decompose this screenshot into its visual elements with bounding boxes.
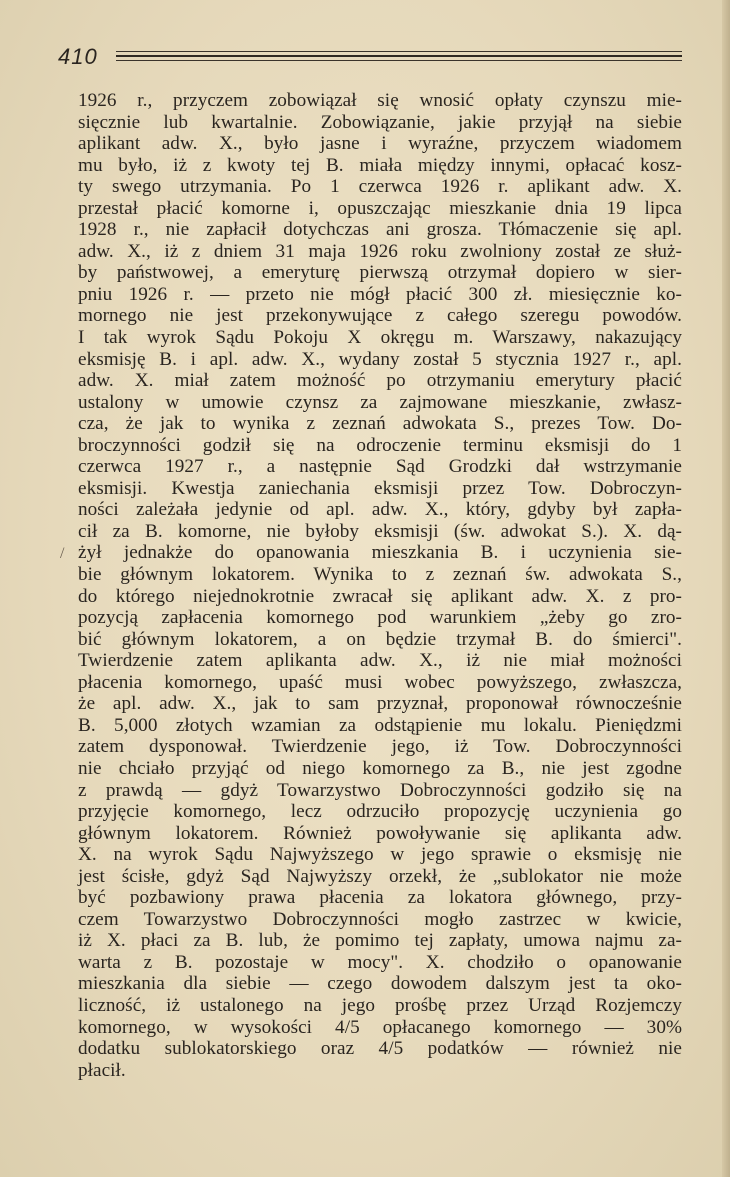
header-rule-bottom bbox=[116, 60, 682, 61]
text-line: głównym lokatorem. Również powoływanie się aplikanta adw. bbox=[78, 822, 682, 844]
text-line: przestał płacić komorne i, opuszczając mieszkanie dnia 19 lipca bbox=[78, 197, 682, 219]
text-line: być pozbawiony prawa płacenia za lokatora głównego, przy- bbox=[78, 887, 682, 909]
text-line: eksmisję B. i apl. adw. X., wydany został 5 stycznia 1927 r., apl. bbox=[78, 348, 682, 370]
text-line: bić głównym lokatorem, a on będzie trzymał B. do śmierci". bbox=[78, 628, 682, 650]
header-rule-middle bbox=[116, 55, 682, 57]
text-line: płacił. bbox=[78, 1059, 126, 1081]
text-line: X. na wyrok Sądu Najwyższego w jego sprawie o eksmisję nie bbox=[78, 844, 682, 866]
text-line: bie głównym lokatorem. Wynika to z zeznań św. adwokata S., bbox=[78, 564, 682, 586]
text-line: nie chciało przyjąć od niego komornego za B., nie jest zgodne bbox=[78, 757, 682, 779]
text-line: komornego, w wysokości 4/5 opłacanego komornego — 30% bbox=[78, 1016, 682, 1038]
text-line: ności zależała jedynie od apl. adw. X., który, gdyby był zapła- bbox=[78, 499, 682, 521]
text-line: broczynności godził się na odroczenie terminu eksmisji do 1 bbox=[78, 434, 682, 456]
text-line: 1926 r., przyczem zobowiązał się wnosić opłaty czynszu mie- bbox=[78, 90, 682, 111]
text-line: że apl. adw. X., jak to sam przyznał, proponował równocześnie bbox=[78, 693, 682, 715]
text-line: mieszkania dla siebie — czego dowodem dalszym jest ta oko- bbox=[78, 973, 682, 995]
text-line: zatem dysponował. Twierdzenie jego, iż Tow. Dobroczynności bbox=[78, 736, 682, 758]
text-line: przyjęcie komornego, lecz odrzuciło propozycję uczynienia go bbox=[78, 801, 682, 823]
text-line: cza, że jak to wynika z zeznań adwokata S., prezes Tow. Do- bbox=[78, 413, 682, 435]
body-text bbox=[78, 90, 682, 1081]
text-line: ustalony w umowie czynsz za zajmowane mieszkanie, zwłasz- bbox=[78, 391, 682, 413]
text-line: adw. X. miał zatem możność po otrzymaniu emerytury płacić bbox=[78, 370, 682, 392]
text-line: eksmisji. Kwestja zaniechania eksmisji przez Tow. Dobroczyn- bbox=[78, 477, 682, 499]
text-line: czerwca 1927 r., a następnie Sąd Grodzki dał wstrzymanie bbox=[78, 456, 682, 478]
text-line: I tak wyrok Sądu Pokoju X okręgu m. Warszawy, nakazujący bbox=[78, 327, 682, 349]
margin-mark: / bbox=[60, 545, 65, 562]
text-line: warta z B. pozostaje w mocy". X. chodziło o opanowanie bbox=[78, 951, 682, 973]
text-line: pniu 1926 r. — przeto nie mógł płacić 300 zł. miesięcznie ko- bbox=[78, 283, 682, 305]
text-line: B. 5,000 złotych wzamian za odstąpienie mu lokalu. Pieniędzmi bbox=[78, 714, 682, 736]
text-line: pozycją zapłacenia komornego pod warunkiem „żeby go zro- bbox=[78, 607, 682, 629]
page-number: 410 bbox=[58, 44, 98, 69]
page-header bbox=[58, 38, 682, 78]
text-line: iż X. płaci za B. lub, że pomimo tej zapłaty, umowa najmu za- bbox=[78, 930, 682, 952]
text-line: czem Towarzystwo Dobroczynności mogło zastrzec w kwicie, bbox=[78, 908, 682, 930]
text-line: żył jednakże do opanowania mieszkania B. i uczynienia sie- bbox=[78, 542, 682, 564]
text-line: by państwowej, a emeryturę pierwszą otrzymał dopiero w sier- bbox=[78, 262, 682, 284]
text-line: Twierdzenie zatem aplikanta adw. X., iż nie miał możności bbox=[78, 650, 682, 672]
text-line: z prawdą — gdyż Towarzystwo Dobroczynności godziło się na bbox=[78, 779, 682, 801]
text-line: mornego nie jest przekonywujące z całego szeregu powodów. bbox=[78, 305, 682, 327]
text-line: do którego niejednokrotnie zwracał się aplikant adw. X. z pro- bbox=[78, 585, 682, 607]
text-line: mu było, iż z kwoty tej B. miała między innymi, opłacać kosz- bbox=[78, 154, 682, 176]
text-line: ty swego utrzymania. Po 1 czerwca 1926 r. aplikant adw. X. bbox=[78, 176, 682, 198]
page-edge bbox=[722, 0, 730, 1177]
text-line: adw. X., iż z dniem 31 maja 1926 roku zwolniony został ze służ- bbox=[78, 240, 682, 262]
text-line: dodatku sublokatorskiego oraz 4/5 podatków — również nie bbox=[78, 1038, 682, 1060]
text-line: cił za B. komorne, nie byłoby eksmisji (św. adwokat S.). X. dą- bbox=[78, 520, 682, 542]
text-line: płacenia komornego, upaść musi wobec powyższego, zwłaszcza, bbox=[78, 671, 682, 693]
header-rule-top bbox=[116, 51, 682, 52]
text-line: 1928 r., nie zapłacił dotychczas ani grosza. Tłómaczenie się apl. bbox=[78, 219, 682, 241]
text-line: aplikant adw. X., było jasne i wyraźne, przyczem wiadomem bbox=[78, 133, 682, 155]
text-line: liczność, iż ustalonego na jego prośbę przez Urząd Rozjemczy bbox=[78, 994, 682, 1016]
text-line: sięcznie lub kwartalnie. Zobowiązanie, jakie przyjął na siebie bbox=[78, 111, 682, 133]
text-line: jest ścisłe, gdyż Sąd Najwyższy orzekł, że „sublokator nie może bbox=[78, 865, 682, 887]
